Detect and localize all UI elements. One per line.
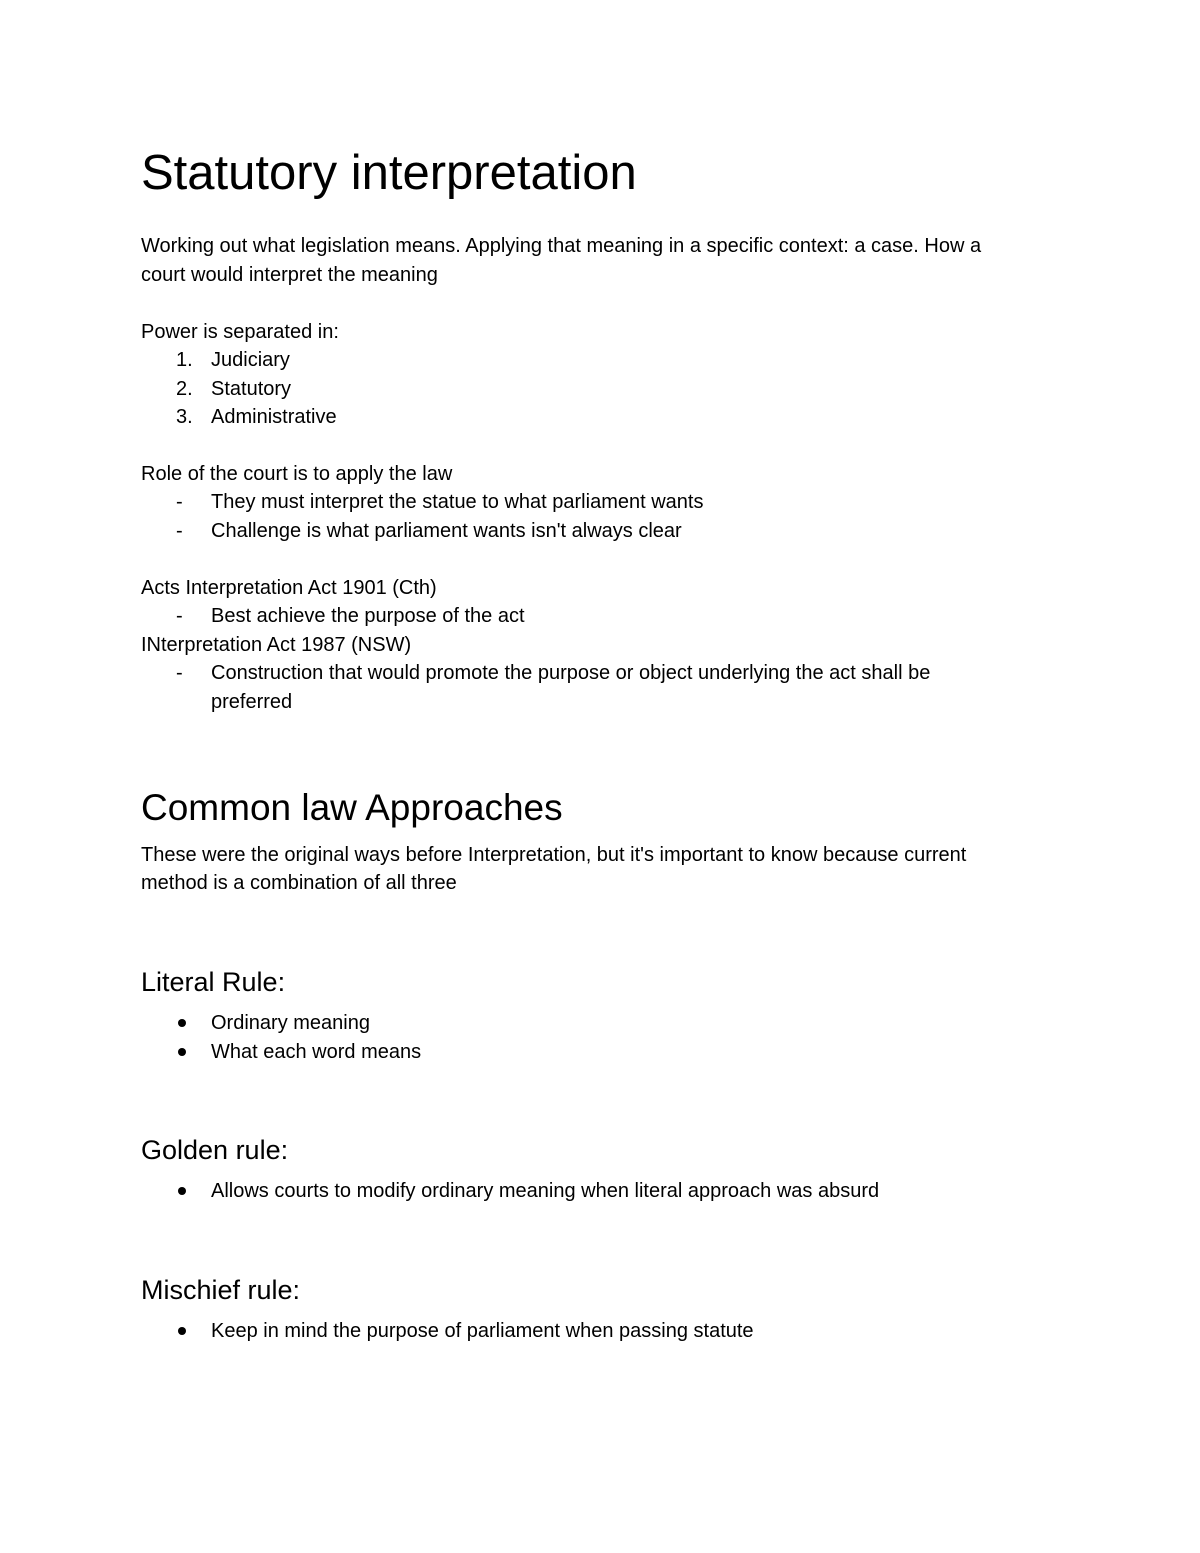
- list-item: They must interpret the statue to what parliament wants: [211, 491, 704, 513]
- list-item: Keep in mind the purpose of parliament when passing statute: [211, 1320, 754, 1342]
- list-item: Statutory: [211, 378, 292, 400]
- power-heading: Power is separated in:: [141, 321, 339, 343]
- list-number: 3.: [176, 406, 193, 428]
- dash-marker: -: [176, 662, 183, 684]
- list-item: Best achieve the purpose of the act: [211, 605, 525, 627]
- bullet-icon: [178, 1019, 186, 1027]
- intro-line-2: court would interpret the meaning: [141, 264, 438, 286]
- bullet-icon: [178, 1327, 186, 1335]
- section-heading-common-law: Common law Approaches: [141, 787, 563, 828]
- dash-marker: -: [176, 491, 183, 513]
- list-item: What each word means: [211, 1041, 422, 1063]
- subheading-literal-rule: Literal Rule:: [141, 967, 286, 997]
- bullet-icon: [178, 1048, 186, 1056]
- dash-marker: -: [176, 605, 183, 627]
- list-item: Judiciary: [211, 349, 290, 371]
- bullet-icon: [178, 1187, 186, 1195]
- common-law-line-1: These were the original ways before Interpretation, but it's important to know because current: [141, 844, 967, 866]
- list-item-line-2: preferred: [211, 691, 293, 713]
- nsw-act-heading: INterpretation Act 1987 (NSW): [141, 634, 412, 656]
- role-heading: Role of the court is to apply the law: [141, 463, 453, 485]
- cth-act-heading: Acts Interpretation Act 1901 (Cth): [141, 577, 437, 599]
- list-item: Challenge is what parliament wants isn't always clear: [211, 520, 682, 542]
- subheading-golden-rule: Golden rule:: [141, 1135, 289, 1165]
- intro-line-1: Working out what legislation means. Applying that meaning in a specific context: a case. How a: [141, 235, 982, 257]
- list-item-line-1: Construction that would promote the purpose or object underlying the act shall be: [211, 662, 931, 684]
- dash-marker: -: [176, 520, 183, 542]
- list-number: 2.: [176, 378, 193, 400]
- list-item: Allows courts to modify ordinary meaning when literal approach was absurd: [211, 1180, 880, 1202]
- list-item: Administrative: [211, 406, 337, 428]
- subheading-mischief-rule: Mischief rule:: [141, 1275, 301, 1305]
- list-number: 1.: [176, 349, 193, 371]
- list-item: Ordinary meaning: [211, 1012, 370, 1034]
- page-title: Statutory interpretation: [141, 146, 637, 200]
- common-law-line-2: method is a combination of all three: [141, 872, 457, 894]
